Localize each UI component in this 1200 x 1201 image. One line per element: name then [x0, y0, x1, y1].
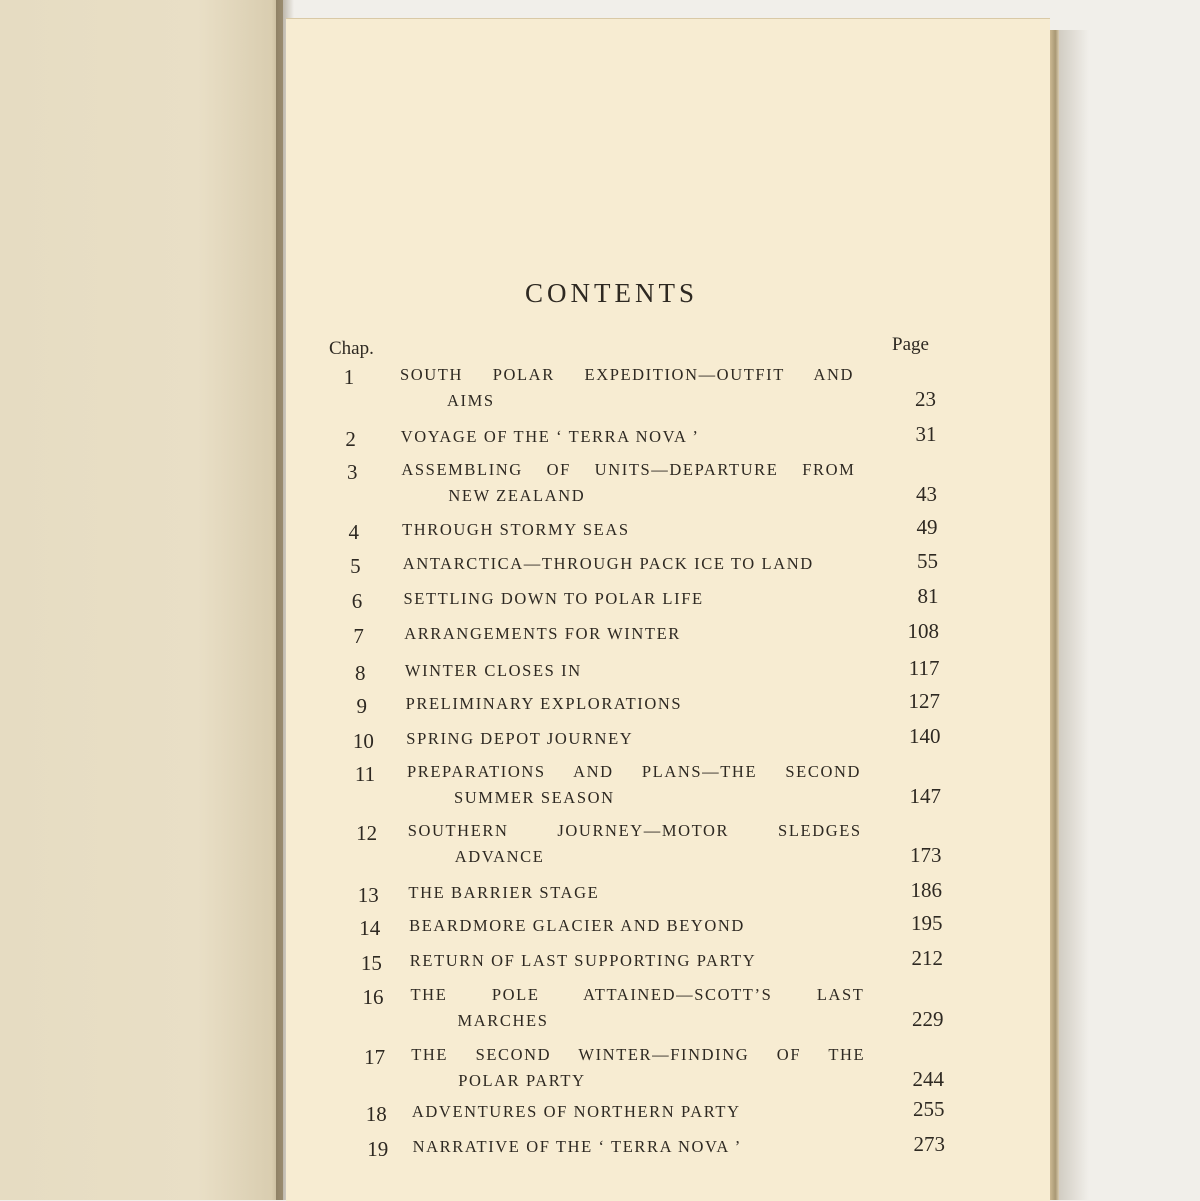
page-number: 147	[909, 784, 941, 808]
chapter-title-continued: NEW ZEALAND	[448, 486, 586, 505]
chapter-title-continued: POLAR PARTY	[458, 1071, 586, 1090]
chapter-number: 10	[352, 729, 374, 753]
chapter-title: PREPARATIONS AND PLANS—THE SECOND	[407, 762, 861, 781]
page-number: 173	[910, 843, 942, 867]
chapter-number: 15	[360, 951, 382, 975]
chapter-title: ADVENTURES OF NORTHERN PARTY	[411, 1102, 741, 1121]
chapter-number: 7	[353, 624, 364, 648]
page-number: 229	[912, 1007, 944, 1031]
chapter-title: SETTLING DOWN TO POLAR LIFE	[403, 589, 704, 608]
chapter-number: 2	[345, 427, 356, 451]
chapter-number: 8	[354, 661, 366, 685]
chapter-title-continued: ADVANCE	[454, 847, 545, 866]
chapter-title: SOUTH POLAR EXPEDITION—OUTFIT AND	[400, 365, 854, 384]
page-number: 186	[910, 878, 942, 902]
page-number: 31	[915, 422, 937, 446]
page-number: 255	[913, 1097, 945, 1121]
chapter-number: 9	[356, 694, 368, 718]
page-number: 55	[917, 549, 938, 573]
chapter-number: 4	[348, 520, 360, 544]
chapter-title: ANTARCTICA—THROUGH PACK ICE TO LAND	[402, 554, 814, 573]
chapter-number: 13	[357, 883, 379, 907]
chapter-number: 14	[359, 916, 381, 940]
chapter-number: 3	[346, 460, 358, 484]
page-number: 273	[913, 1132, 945, 1156]
chapter-title-continued: MARCHES	[457, 1011, 549, 1030]
chapter-title: RETURN OF LAST SUPPORTING PARTY	[409, 951, 757, 970]
chapter-number: 5	[350, 554, 361, 578]
chapter-title: THROUGH STORMY SEAS	[402, 520, 630, 539]
left-blank-page	[0, 0, 283, 1200]
page-number: 244	[912, 1067, 944, 1091]
chapter-number: 6	[351, 589, 363, 613]
chapter-number: 16	[362, 985, 384, 1009]
page-number: 23	[915, 387, 936, 411]
page-number: 127	[908, 689, 940, 713]
chapter-title: BEARDMORE GLACIER AND BEYOND	[409, 916, 745, 935]
chapter-title: NARRATIVE OF THE ‘ TERRA NOVA ’	[412, 1137, 742, 1156]
chapter-number: 18	[365, 1102, 387, 1126]
chapter-title-continued: SUMMER SEASON	[454, 788, 615, 807]
chapter-number: 17	[364, 1045, 386, 1069]
chapter-title: PRELIMINARY EXPLORATIONS	[405, 694, 683, 713]
chapter-title-continued: AIMS	[447, 391, 495, 410]
page-number: 212	[911, 946, 943, 970]
chapter-title: ASSEMBLING OF UNITS—DEPARTURE FROM	[401, 460, 856, 479]
page-header: Page	[892, 334, 929, 355]
chap-header: Chap.	[329, 338, 374, 359]
chapter-title: VOYAGE OF THE ‘ TERRA NOVA ’	[400, 427, 700, 446]
page-shadow	[1059, 30, 1089, 1200]
chapter-title: WINTER CLOSES IN	[404, 661, 582, 680]
page-number: 195	[911, 911, 943, 935]
chapter-title: SOUTHERN JOURNEY—MOTOR SLEDGES	[407, 821, 862, 840]
page-number: 81	[917, 584, 939, 608]
chapter-number: 12	[356, 821, 378, 845]
page-number: 49	[916, 515, 938, 539]
chapter-number: 11	[354, 762, 376, 786]
chapter-title: THE BARRIER STAGE	[408, 883, 600, 902]
page-number: 117	[908, 656, 940, 680]
page-edge	[1050, 30, 1059, 1200]
page-number: 140	[909, 724, 941, 748]
contents-title: CONTENTS	[525, 278, 698, 308]
chapter-title: THE SECOND WINTER—FINDING OF THE	[411, 1045, 866, 1064]
chapter-number: 19	[367, 1137, 389, 1161]
chapter-title: THE POLE ATTAINED—SCOTT’S LAST	[410, 985, 865, 1004]
chapter-title: SPRING DEPOT JOURNEY	[406, 729, 634, 748]
chapter-title: ARRANGEMENTS FOR WINTER	[404, 624, 681, 643]
chapter-number: 1	[343, 365, 355, 389]
page-number: 108	[907, 619, 939, 643]
page-number: 43	[916, 482, 937, 506]
